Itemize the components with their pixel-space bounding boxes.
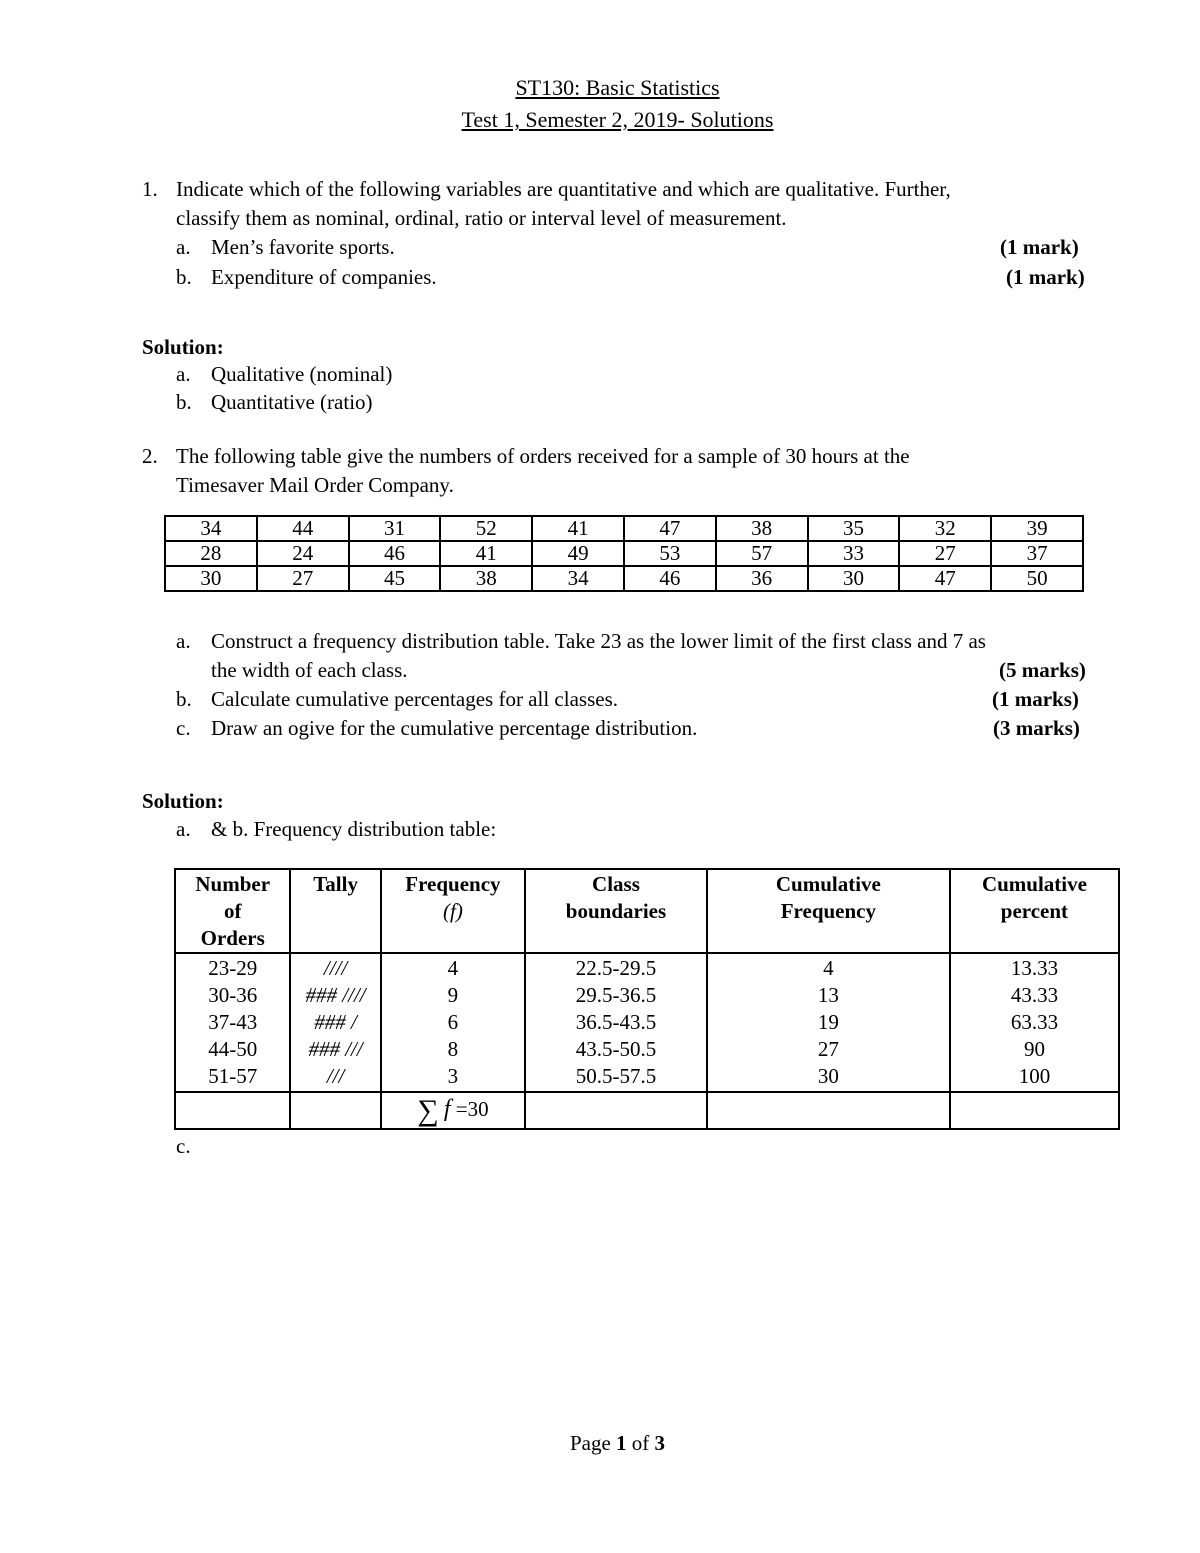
q2b-text: Calculate cumulative percentages for all classes. bbox=[211, 687, 618, 711]
q2a-marks: (5 marks) bbox=[999, 658, 1086, 682]
orders-cell: 38 bbox=[716, 516, 808, 541]
frequency-value: 6 bbox=[447, 1010, 459, 1034]
orders-cell: 49 bbox=[532, 541, 624, 566]
class-value: 51-57 bbox=[208, 1064, 258, 1088]
tally-value: ### /// bbox=[308, 1037, 363, 1061]
orders-cell: 57 bbox=[716, 541, 808, 566]
column-frequency bbox=[381, 953, 525, 1092]
cumulative-frequency-value: 13 bbox=[817, 983, 839, 1007]
orders-cell: 45 bbox=[349, 566, 441, 591]
header-cumulative-percent: Cumulative percent bbox=[950, 869, 1119, 953]
orders-cell: 44 bbox=[257, 516, 349, 541]
q1b-text: Expenditure of companies. bbox=[211, 265, 437, 289]
tally-value: ### //// bbox=[305, 983, 366, 1007]
class-value: 30-36 bbox=[208, 983, 258, 1007]
frequency-value: 8 bbox=[447, 1037, 459, 1061]
sigma-symbol: ∑ bbox=[417, 1094, 439, 1127]
tally-value: /// bbox=[326, 1064, 345, 1088]
column-cumulative-percent bbox=[950, 953, 1119, 1092]
orders-cell: 50 bbox=[991, 566, 1083, 591]
q1a-label: a. bbox=[176, 235, 191, 259]
q1-sol-a-label: a. bbox=[176, 362, 191, 386]
orders-cell: 41 bbox=[532, 516, 624, 541]
orders-row bbox=[165, 516, 1083, 541]
q2-sol-ab-label: a. bbox=[176, 817, 191, 841]
column-classes bbox=[175, 953, 290, 1092]
cumulative-frequency-value: 4 bbox=[823, 956, 834, 980]
q1-sol-a: Qualitative (nominal) bbox=[211, 362, 393, 386]
orders-cell: 31 bbox=[349, 516, 441, 541]
q2a-text-line1: Construct a frequency distribution table. Take 23 as the lower limit of the first class and 7 as bbox=[211, 629, 986, 653]
frequency-value: 3 bbox=[447, 1064, 459, 1088]
freq-table-body-row bbox=[175, 953, 1119, 1092]
cumulative-percent-value: 13.33 bbox=[1010, 956, 1059, 980]
class-value: 44-50 bbox=[208, 1037, 258, 1061]
orders-cell: 28 bbox=[165, 541, 257, 566]
header-number-of-orders: Number of Orders bbox=[175, 869, 290, 953]
orders-cell: 38 bbox=[440, 566, 532, 591]
q2a-label: a. bbox=[176, 629, 191, 653]
freq-table-sum-row bbox=[175, 1092, 1119, 1129]
header-cumulative-frequency: Cumulative Frequency bbox=[707, 869, 950, 953]
orders-row bbox=[165, 541, 1083, 566]
orders-cell: 30 bbox=[808, 566, 900, 591]
boundary-value: 29.5-36.5 bbox=[575, 983, 657, 1007]
q1b-marks: (1 mark) bbox=[1006, 265, 1085, 289]
cumulative-percent-value: 100 bbox=[1018, 1064, 1051, 1088]
column-cumulative-frequency bbox=[707, 953, 950, 1092]
orders-cell: 34 bbox=[165, 516, 257, 541]
orders-cell: 47 bbox=[899, 566, 991, 591]
orders-cell: 37 bbox=[991, 541, 1083, 566]
cumulative-percent-value: 43.33 bbox=[1010, 983, 1059, 1007]
class-value: 37-43 bbox=[208, 1010, 258, 1034]
orders-cell: 24 bbox=[257, 541, 349, 566]
q2c-text: Draw an ogive for the cumulative percentage distribution. bbox=[211, 716, 698, 740]
orders-cell: 47 bbox=[624, 516, 716, 541]
q2b-marks: (1 marks) bbox=[992, 687, 1079, 711]
orders-cell: 46 bbox=[349, 541, 441, 566]
q1-text-line1: Indicate which of the following variables are quantitative and which are qualitative. Further, bbox=[176, 177, 951, 201]
cumulative-frequency-value: 19 bbox=[817, 1010, 839, 1034]
orders-cell: 39 bbox=[991, 516, 1083, 541]
document-subtitle: Test 1, Semester 2, 2019- Solutions bbox=[461, 107, 774, 132]
frequency-distribution-table bbox=[174, 868, 1120, 1130]
q2-solution-label: Solution: bbox=[142, 789, 224, 813]
cumulative-percent-value: 90 bbox=[1023, 1037, 1045, 1061]
orders-cell: 46 bbox=[624, 566, 716, 591]
orders-cell: 34 bbox=[532, 566, 624, 591]
frequency-value: 9 bbox=[447, 983, 459, 1007]
sum-cell-empty bbox=[175, 1092, 290, 1129]
q2-number: 2. bbox=[142, 444, 158, 468]
q1a-text: Men’s favorite sports. bbox=[211, 235, 395, 259]
cumulative-percent-value: 63.33 bbox=[1010, 1010, 1059, 1034]
orders-cell: 52 bbox=[440, 516, 532, 541]
sum-f: f bbox=[443, 1096, 451, 1122]
orders-cell: 32 bbox=[899, 516, 991, 541]
boundary-value: 22.5-29.5 bbox=[575, 956, 657, 980]
q2a-text-line2: the width of each class. bbox=[211, 658, 408, 682]
header-class-boundaries: Class boundaries bbox=[525, 869, 707, 953]
q2-text-line1: The following table give the numbers of orders received for a sample of 30 hours at the bbox=[176, 444, 910, 468]
freq-table-header-row bbox=[175, 869, 1119, 953]
sum-cell-empty bbox=[707, 1092, 950, 1129]
tally-value: //// bbox=[323, 956, 348, 980]
q2c-marks: (3 marks) bbox=[993, 716, 1080, 740]
q1a-marks: (1 mark) bbox=[1000, 235, 1079, 259]
sum-of-frequency bbox=[381, 1092, 525, 1129]
sum-cell-empty bbox=[950, 1092, 1119, 1129]
q1-number: 1. bbox=[142, 177, 158, 201]
column-class-boundaries bbox=[525, 953, 707, 1092]
orders-cell: 33 bbox=[808, 541, 900, 566]
q1-solution-label: Solution: bbox=[142, 335, 224, 359]
orders-cell: 27 bbox=[257, 566, 349, 591]
boundary-value: 43.5-50.5 bbox=[575, 1037, 657, 1061]
header-tally: Tally bbox=[290, 869, 380, 953]
q1-sol-b: Quantitative (ratio) bbox=[211, 390, 373, 414]
class-value: 23-29 bbox=[208, 956, 258, 980]
header-frequency: Frequency (f) bbox=[381, 869, 525, 953]
sum-cell-empty bbox=[525, 1092, 707, 1129]
q1-sol-b-label: b. bbox=[176, 390, 192, 414]
sum-value: =30 bbox=[455, 1097, 489, 1121]
orders-row bbox=[165, 566, 1083, 591]
column-tally bbox=[290, 953, 380, 1092]
orders-cell: 53 bbox=[624, 541, 716, 566]
cumulative-frequency-value: 27 bbox=[817, 1037, 839, 1061]
q2-text-line2: Timesaver Mail Order Company. bbox=[176, 473, 454, 497]
orders-cell: 35 bbox=[808, 516, 900, 541]
q2-sol-c-label: c. bbox=[176, 1134, 191, 1158]
boundary-value: 50.5-57.5 bbox=[575, 1064, 657, 1088]
boundary-value: 36.5-43.5 bbox=[575, 1010, 657, 1034]
tally-value: ### / bbox=[314, 1010, 357, 1034]
q2c-label: c. bbox=[176, 716, 191, 740]
page-footer: Page 1 of 3 bbox=[569, 1431, 666, 1455]
q2b-label: b. bbox=[176, 687, 192, 711]
sum-cell-empty bbox=[290, 1092, 380, 1129]
document-title: ST130: Basic Statistics bbox=[515, 75, 720, 100]
orders-cell: 36 bbox=[716, 566, 808, 591]
orders-cell: 27 bbox=[899, 541, 991, 566]
orders-cell: 41 bbox=[440, 541, 532, 566]
q1b-label: b. bbox=[176, 265, 192, 289]
orders-data-table bbox=[164, 515, 1084, 592]
cumulative-frequency-value: 30 bbox=[817, 1064, 839, 1088]
frequency-value: 4 bbox=[447, 956, 459, 980]
orders-cell: 30 bbox=[165, 566, 257, 591]
q2-sol-ab-text: & b. Frequency distribution table: bbox=[211, 817, 497, 841]
q1-text-line2: classify them as nominal, ordinal, ratio or interval level of measurement. bbox=[176, 206, 787, 230]
